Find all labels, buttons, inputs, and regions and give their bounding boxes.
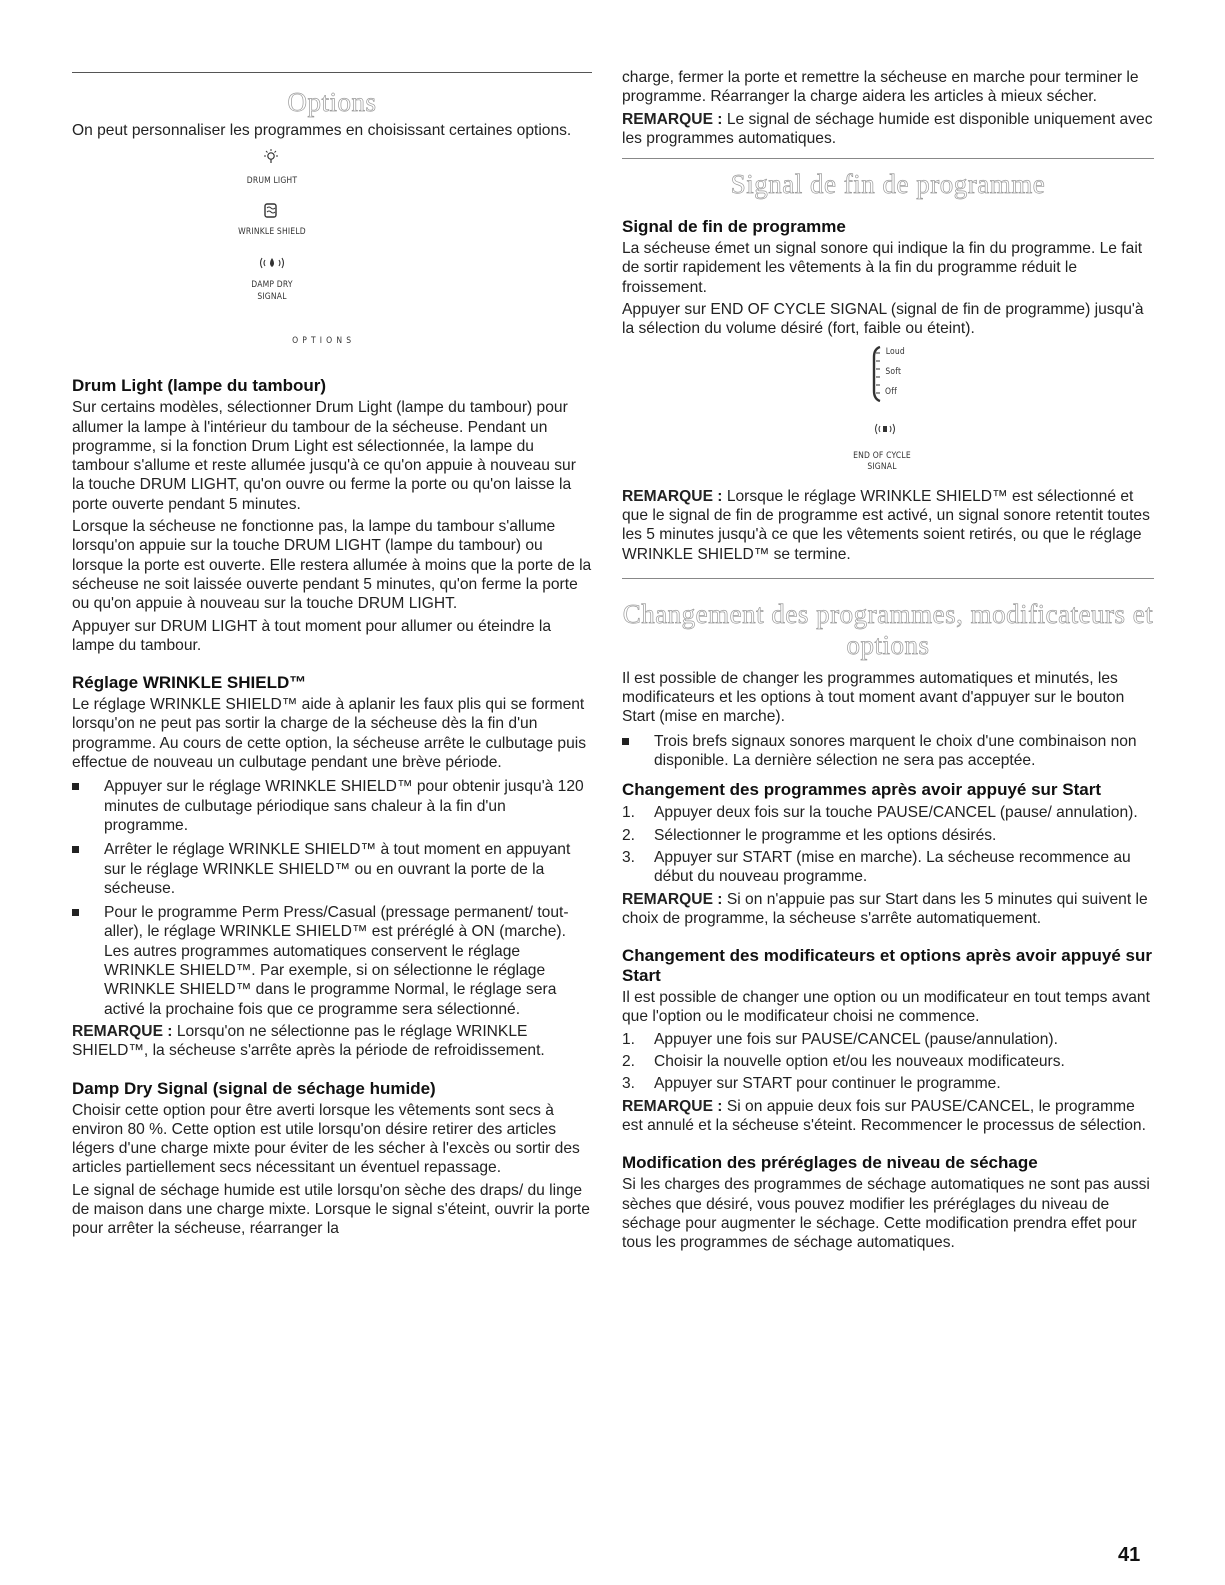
end-of-cycle-label-line1: END OF CYCLE <box>853 450 911 461</box>
list-item <box>622 1052 1154 1071</box>
list-item: Trois brefs signaux sonores marquent le choix d'une combinaison non disponible. La dernière sélection ne sera pas acceptée. <box>622 732 1154 771</box>
damp-dry-label-line2: SIGNAL <box>257 292 287 303</box>
end-of-cycle-paragraph-1: La sécheuse émet un signal sonore qui indique la fin du programme. Le fait de sortir rapidement les vêtements à la fin du programme réduit le froissement. <box>622 240 1143 296</box>
damp-dry-paragraph-1: Choisir cette option pour être averti lorsque les vêtements sont secs à environ 80 %. Cette option est utile lorsqu'on désire retirer des articles légers d'une charge mixte pour éviter de les sécher à l'excès ou sortir des articles partiellement secs nécessitant un éventuel repassage. <box>72 1101 580 1177</box>
left-column <box>72 0 592 1239</box>
step-number: 2. <box>622 826 636 844</box>
list-item <box>622 1074 1154 1093</box>
wrinkle-shield-note <box>72 1022 592 1061</box>
sound-signal-icon <box>874 423 896 435</box>
note-label: REMARQUE : <box>622 487 723 505</box>
end-of-cycle-label-line2: SIGNAL <box>867 461 897 472</box>
note-label: REMARQUE : <box>72 1022 173 1040</box>
level-off: Off <box>885 386 897 397</box>
drum-light-paragraph-1: Sur certains modèles, sélectionner Drum Light (lampe du tambour) pour allumer la lampe à l'intérieur du tambour de la sécheuse. Pendant un programme, si la fonction Drum Light est sélectionnée, la lampe du tambour s'allume et reste allumée jusqu'à ce qu'on appuie à nouveau sur la touche DRUM LIGHT, qu'on ouvre ou ferme la porte ou qu'on laisse la porte ouverte pendant 5 minutes. <box>72 399 576 513</box>
wrinkle-shield-paragraph: Le réglage WRINKLE SHIELD™ aide à aplanir les faux plis qui se forment lorsqu'on ne peut pas sortir la charge de la sécheuse dès la fin d'un programme. Au cours de cette option, la sécheuse arrête le culbutage puis effectue de nouveau un culbutage pendant une brève période. <box>72 696 587 772</box>
dryness-presets-heading: Modification des préréglages de niveau de séchage <box>622 1153 1038 1173</box>
step-number: 3. <box>622 1075 636 1093</box>
step-number: 1. <box>622 1030 636 1048</box>
right-column <box>622 0 1154 1252</box>
change-modifiers-heading: Changement des modificateurs et options après avoir appuyé sur Start <box>622 946 1152 986</box>
list-item <box>622 1030 1154 1049</box>
note-text: Lorsqu'on ne sélectionne pas le réglage WRINKLE SHIELD™, la sécheuse s'arrête après la période de refroidissement. <box>72 1022 545 1060</box>
step-text: Choisir la nouvelle option et/ou les nouveaux modificateurs. <box>654 1053 1065 1071</box>
change-modifiers-paragraph: Il est possible de changer une option ou un modificateur en tout temps avant que l'option ou le modificateur choisi ne commence. <box>622 989 1150 1026</box>
note-label: REMARQUE : <box>622 110 723 128</box>
dryness-presets-paragraph: Si les charges des programmes de séchage automatiques ne sont pas aussi sèches que désiré, vous pouvez modifier les préréglages du niveau de séchage pour augmenter le séchage. Cette modification prendra effet pour tous les programmes de séchage automatiques. <box>622 1176 1150 1252</box>
drum-light-paragraph-2: Lorsque la sécheuse ne fonctionne pas, la lampe du tambour s'allume lorsqu'on appuie sur la touche DRUM LIGHT (lampe du tambour) ou lorsque la porte est ouverte. Elle restera allumée à moins que la porte de la sécheuse ne soit laissée ouverte pendant 5 minutes, qu'on ferme la porte ou qu'on appuie à nouveau sur la touche DRUM LIGHT. <box>72 518 592 613</box>
step-text: Appuyer sur START pour continuer le programme. <box>654 1075 1001 1093</box>
options-panel-illustration <box>72 140 592 376</box>
wrinkle-shield-bullets <box>72 777 592 1019</box>
step-text: Sélectionner le programme et les options désirés. <box>654 826 997 844</box>
section-rule <box>622 158 1154 159</box>
list-item <box>622 826 1154 845</box>
step-text: Appuyer sur START (mise en marche). La sécheuse recommence au début du nouveau programme. <box>654 848 1131 886</box>
drum-light-bulb-icon <box>262 148 280 166</box>
drum-light-label: DRUM LIGHT <box>246 176 298 187</box>
change-modifiers-note <box>622 1097 1154 1136</box>
list-item <box>622 848 1154 887</box>
step-text: Appuyer deux fois sur la touche PAUSE/CANCEL (pause/ annulation). <box>654 804 1138 822</box>
step-number: 2. <box>622 1053 636 1071</box>
change-cycles-steps <box>622 803 1154 886</box>
level-loud: Loud <box>885 346 905 357</box>
wrinkle-shield-label: WRINKLE SHIELD <box>238 227 306 238</box>
options-panel-label: O P T I O N S <box>292 336 352 347</box>
damp-dry-paragraph-2: Le signal de séchage humide est utile lorsqu'on sèche des draps/ du linge de maison dans une charge mixte. Lorsque le signal s'éteint, ouvrir la porte pour arrêter la sécheuse, réarranger la <box>72 1181 590 1238</box>
change-intro: Il est possible de changer les programmes automatiques et minutés, les modificateurs et les options à tout moment avant d'appuyer sur le bouton Start (mise en marche). <box>622 669 1125 726</box>
drum-light-heading: Drum Light (lampe du tambour) <box>72 376 327 396</box>
note-text: Le signal de séchage humide est disponible uniquement avec les programmes automatiques. <box>622 110 1153 147</box>
note-label: REMARQUE : <box>622 1097 723 1115</box>
end-of-cycle-heading: Signal de fin de programme <box>622 217 846 237</box>
end-of-cycle-paragraph-2: Appuyer sur END OF CYCLE SIGNAL (signal de fin de programme) jusqu'à la sélection du volume désiré (fort, faible ou éteint). <box>622 301 1144 338</box>
step-text: Appuyer une fois sur PAUSE/CANCEL (pause/annulation). <box>654 1030 1058 1048</box>
note-text: Si on n'appuie pas sur Start dans les 5 minutes qui suivent le choix de programme, la sécheuse s'arrête automatiquement. <box>622 890 1148 927</box>
list-item: Pour le programme Perm Press/Casual (pressage permanent/ tout-aller), le réglage WRINKLE SHIELD™ est préréglé à ON (marche). Les autres programmes automatiques conservent le réglage WRINKLE SHIELD™. Par exemple, si on sélectionne le réglage WRINKLE SHIELD™ dans le programme Normal, le réglage sera activé la prochaine fois que ce programme sera sélectionné. <box>72 903 592 1019</box>
change-cycles-heading: Changement des programmes après avoir appuyé sur Start <box>622 780 1101 800</box>
damp-dry-note <box>622 110 1154 149</box>
list-item <box>622 803 1154 822</box>
note-text: Si on appuie deux fois sur PAUSE/CANCEL, le programme est annulé et la sécheuse s'éteint. Recommencer le processus de sélection. <box>622 1097 1146 1134</box>
change-cycles-note <box>622 890 1154 929</box>
volume-bar-icon <box>872 345 882 403</box>
damp-dry-continued: charge, fermer la porte et remettre la sécheuse en marche pour terminer le programme. Réarranger la charge aidera les articles à mieux sécher. <box>622 69 1139 106</box>
options-title: Options <box>287 87 377 117</box>
change-modifiers-steps <box>622 1030 1154 1094</box>
note-label: REMARQUE : <box>622 890 723 908</box>
list-item: Arrêter le réglage WRINKLE SHIELD™ à tout moment en appuyant sur le réglage WRINKLE SHIELD™ ou en ouvrant la porte de la sécheuse. <box>72 840 592 898</box>
step-number: 1. <box>622 804 636 822</box>
wrinkle-shield-icon <box>263 202 279 220</box>
step-number: 3. <box>622 848 636 866</box>
damp-dry-label-line1: DAMP DRY <box>251 280 293 291</box>
wrinkle-shield-heading: Réglage WRINKLE SHIELD™ <box>72 673 307 693</box>
section-rule <box>622 578 1154 579</box>
top-rule <box>72 72 592 73</box>
note-text: Lorsque le réglage WRINKLE SHIELD™ est sélectionné et que le signal de fin de programme est activé, un signal sonore retentit toutes les 5 minutes jusqu'à ce que les vêtements soient retirés, ou que le réglage WRINKLE SHIELD™ se termine. <box>622 487 1150 563</box>
end-of-cycle-note <box>622 487 1154 564</box>
change-cycles-title: Changement des programmes, modificateurs et options <box>622 598 1154 660</box>
end-of-cycle-illustration <box>622 339 1154 487</box>
list-item: Appuyer sur le réglage WRINKLE SHIELD™ pour obtenir jusqu'à 120 minutes de culbutage périodique sans chaleur à la fin d'un programme. <box>72 777 592 835</box>
options-intro: On peut personnaliser les programmes en choisissant certaines options. <box>72 122 572 139</box>
damp-dry-signal-icon <box>258 255 286 271</box>
drum-light-paragraph-3: Appuyer sur DRUM LIGHT à tout moment pour allumer ou éteindre la lampe du tambour. <box>72 617 551 654</box>
change-bullets <box>622 732 1154 771</box>
end-of-cycle-title: Signal de fin de programme <box>730 169 1046 200</box>
page-number: 41 <box>1118 1544 1141 1566</box>
damp-dry-heading: Damp Dry Signal (signal de séchage humide) <box>72 1078 436 1098</box>
level-soft: Soft <box>885 366 902 377</box>
